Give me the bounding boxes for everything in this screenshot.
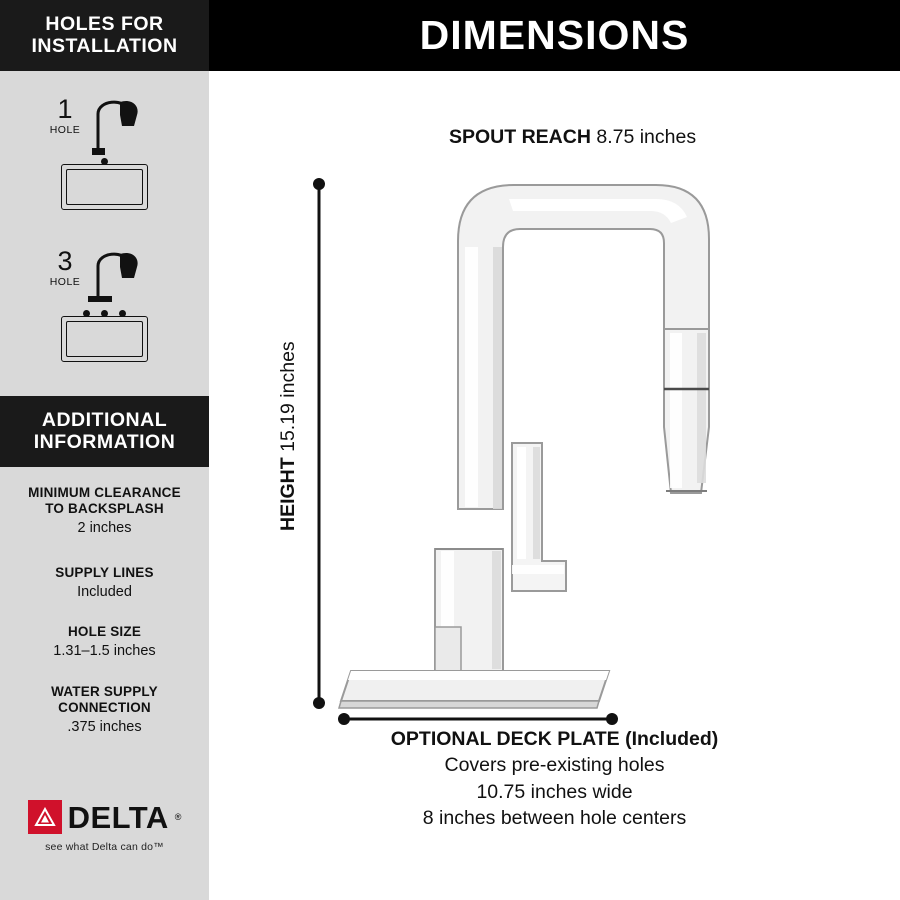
holes-header-line1: HOLES FOR [45,12,164,35]
info-water-supply-connection: WATER SUPPLY CONNECTION .375 inches [51,684,158,735]
additional-header-line2: INFORMATION [33,430,176,453]
sink-basin-1-hole [66,169,143,205]
faucet-dimension-drawing [209,71,900,771]
holes-header-line2: INSTALLATION [31,34,178,57]
hole-dot [101,158,108,165]
dimensions-header [209,0,900,71]
sink-basin-3-hole [66,321,143,357]
page-title: DIMENSIONS [419,12,690,58]
holes-for-installation-header [0,0,209,71]
height-dimension-line [313,178,325,709]
additional-information-header [0,396,209,467]
hole-option-3-count: 3 HOLE [49,246,81,288]
delta-tagline: see what Delta can do™ [45,841,164,853]
hole-option-1 [0,88,209,218]
hole-dot [83,310,90,317]
height-label: HEIGHT 15.19 inches [277,341,299,531]
delta-wordmark: DELTA [67,799,169,835]
registered-mark: ® [174,812,182,822]
deck-plate-caption [209,726,900,831]
info-supply-lines: SUPPLY LINES Included [55,565,154,600]
caption-line-2: Covers pre-existing holes [444,754,665,777]
caption-line-1: OPTIONAL DECK PLATE (Included) [390,728,719,750]
deck-plate-dimension-line [338,713,618,725]
hole-dot [119,310,126,317]
sidebar [0,0,209,900]
hole-option-1-count: 1 HOLE [49,94,81,136]
hole-dot [101,310,108,317]
delta-logo [0,800,209,853]
info-hole-size: HOLE SIZE 1.31–1.5 inches [53,624,156,659]
additional-header-line1: ADDITIONAL [41,408,168,431]
caption-line-3: 10.75 inches wide [476,780,633,803]
spout-reach-label: SPOUT REACH 8.75 inches [449,126,697,148]
delta-triangle-logo-icon [28,800,62,834]
diagram-area [209,71,900,900]
info-minimum-clearance: MINIMUM CLEARANCE TO BACKSPLASH 2 inches [28,485,181,536]
kitchen-faucet-pulldown-icon [339,185,709,708]
hole-option-3 [0,240,209,370]
caption-line-4: 8 inches between hole centers [422,806,687,829]
